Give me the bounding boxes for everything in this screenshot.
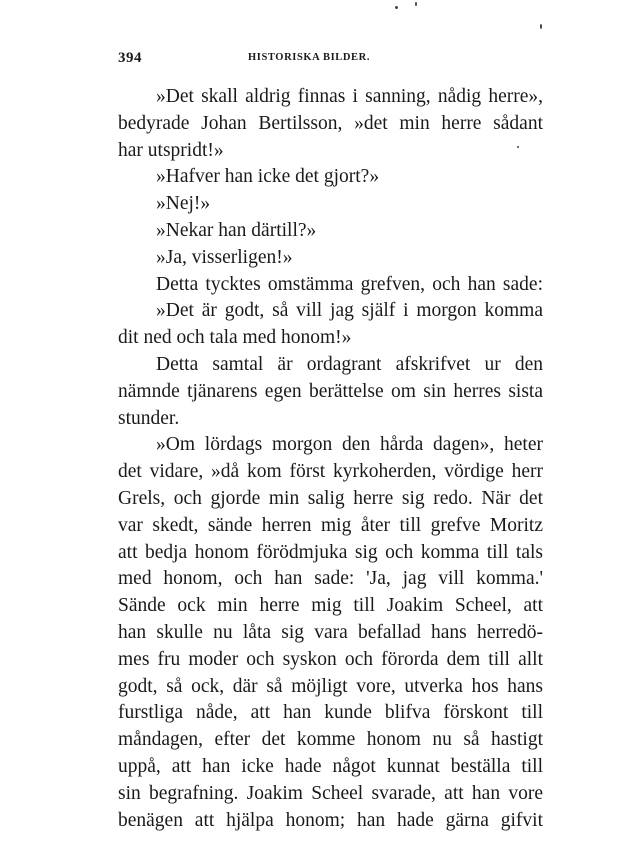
text-line: Detta samtal är ordagrant afskrifvet ur den — [156, 353, 543, 375]
text-line: sin begrafning. Joakim Scheel svarade, att han vore — [118, 782, 543, 804]
scan-speck — [415, 2, 417, 6]
running-head: HISTORISKA BILDER. — [248, 52, 371, 63]
text-line: han skulle nu låta sig vara befallad hans herredö- — [118, 621, 543, 643]
body-text — [118, 84, 543, 834]
text-line: »Ja, visserligen!» — [156, 246, 293, 268]
text-line: »Om lördags morgon den hårda dagen», heter — [156, 434, 543, 456]
text-line: det vidare, »då kom först kyrkoherden, vördige herr — [118, 461, 543, 483]
text-line: Sände ock min herre mig till Joakim Scheel, att — [118, 595, 543, 617]
text-line: »Hafver han icke det gjort?» — [156, 166, 380, 188]
text-line: uppå, att han icke hade något kunnat beställa till — [118, 755, 543, 777]
text-line: furstliga nåde, att han kunde blifva förskont till — [118, 702, 543, 724]
text-line: Detta tycktes omstämma grefven, och han sade: — [156, 273, 543, 295]
text-line: måndagen, efter det komme honom nu så hastigt — [118, 729, 543, 751]
text-line: »Det är godt, så vill jag själf i morgon komma — [156, 300, 543, 322]
text-line: nämnde tjänarens egen berättelse om sin herres sista — [118, 380, 543, 402]
text-line: »Nej!» — [156, 193, 211, 215]
text-line: »Nekar han därtill?» — [156, 219, 317, 241]
text-line: att bedja honom förödmjuka sig och komma till tals — [118, 541, 543, 563]
scan-speck — [395, 6, 398, 9]
scan-speck — [540, 24, 542, 29]
text-line: mes fru moder och syskon och förorda dem till allt — [118, 648, 543, 670]
text-line: bedyrade Johan Bertilsson, »det min herre sådant — [118, 112, 543, 134]
text-line: Grels, och gjorde min salig herre sig redo. När det — [118, 487, 543, 509]
scan-speck — [517, 146, 519, 148]
text-line: godt, så ock, där så möjligt vore, utverka hos hans — [118, 675, 543, 697]
text-line: stunder. — [118, 407, 180, 429]
page-number: 394 — [118, 50, 142, 66]
text-line: med honom, och han sade: 'Ja, jag vill komma.' — [118, 568, 543, 590]
text-line: benägen att hjälpa honom; han hade gärna gifvit — [118, 809, 543, 831]
text-line: var skedt, sände herren mig åter till grefve Moritz — [118, 514, 543, 536]
text-line: dit ned och tala med honom!» — [118, 327, 352, 349]
page-header — [118, 50, 543, 72]
text-line: har utspridt!» — [118, 139, 224, 161]
text-line: »Det skall aldrig finnas i sanning, nådig herre», — [156, 86, 543, 107]
